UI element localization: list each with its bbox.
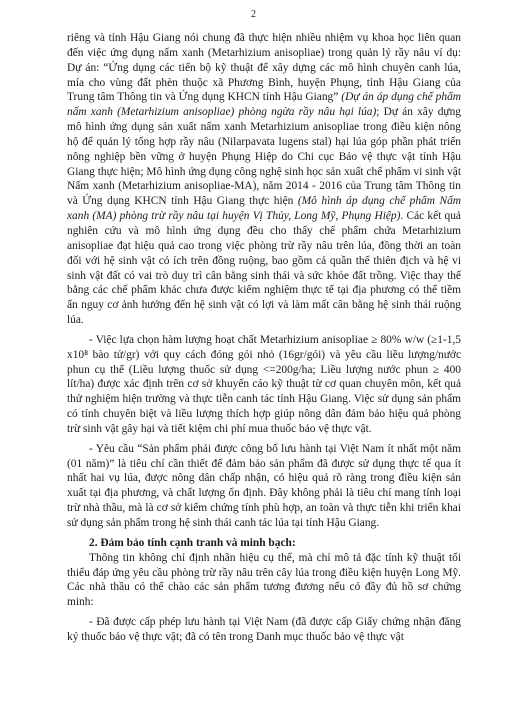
paragraph-license-list (67, 615, 461, 645)
document-body (67, 31, 461, 645)
text-run: Thông tin không chỉ định nhãn hiệu cụ thể, mà chỉ mô tả đặc tính kỹ thuật tối thiểu đáp ứng yêu cầu phòng trừ rầy nâu trên cây lúa trong điều kiện huyện Long Mỹ. Các nhà thầu có thể chào các sản phẩm tương đương nếu có đầy đủ hồ sơ chứng minh: (67, 551, 461, 609)
paragraph-active-ingredient (67, 333, 461, 437)
text-run: - Yêu cầu “Sản phẩm phải được công bố lưu hành tại Việt Nam ít nhất một năm (01 năm)” là tiêu chí cần thiết để đảm bảo sản phẩm đã được sử dụng thực tế qua ít nhất hai vụ lúa, được nông dân chấp nhận, có hiệu quả rõ ràng trong điều kiện sản xuất tại địa phương, và chất lượng ổn định. Đây không phải là tiêu chí mang tính loại trừ nhà thầu, mà là cơ sở kiểm chứng tính phù hợp, an toàn và thực tiễn khi triển khai sử dụng sản phẩm trong hệ sinh thái canh tác lúa tại tỉnh Hậu Giang. (67, 442, 461, 529)
text-run: (Dự án áp dụng chế phẩm nấm xanh (Metarhizium anisopliae) phòng ngừa rầy nâu hại lúa) (67, 91, 461, 119)
paragraph-research-projects (67, 31, 461, 328)
text-run: . Các kết quả nghiên cứu và mô hình ứng dụng đều cho thấy chế phẩm chứa Metarhizium anisopliae đạt hiệu quả cao trong việc phòng trừ rầy nâu trên lúa, đồng thời an toàn đối với hệ sinh vật có ích trên đồng ruộng, bao gồm cả quần thể thiên địch và hệ vi sinh vật đất có vai trò duy trì cân bằng sinh thái và sức khỏe đất trồng. Việc thay thế bằng các chế phẩm khác chưa được kiểm nghiệm thực tế tại địa phương có thể tiềm ẩn nguy cơ ảnh hưởng đến hệ sinh vật có lợi và làm mất cân bằng hệ sinh thái ruộng lúa. (67, 210, 461, 327)
text-run: - Đã được cấp phép lưu hành tại Việt Nam (đã được cấp Giấy chứng nhận đăng ký thuốc bảo vệ thực vật; đã có tên trong Danh mục thuốc bảo vệ thực vật (67, 616, 461, 643)
paragraph-technical-specs (67, 551, 461, 610)
text-run: (Mô hình áp dụng chế phẩm Nấm xanh (MA) phòng trừ rầy nâu tại huyện Vị Thủy, Long Mỹ, Phụng Hiệp) (67, 195, 462, 223)
page-number: 2 (251, 9, 256, 20)
section-heading-competition (67, 536, 461, 551)
text-run: - Việc lựa chọn hàm lượng hoạt chất Metarhizium anisopliae ≥ 80% w/w (≥1-1,5 x10⁸ bào tử/gr) với quy cách đóng gói nhỏ (16gr/gói) và yêu cầu liều lượng/nước phun cụ thể (Liều lượng thuốc sử dụng <=200g/ha; Liều lượng nước phun ≥ 400 lít/ha) được xác định trên cơ sở khuyến cáo kỹ thuật từ cơ quan chuyên môn, kết quả thử nghiệm hiện trường và thực tiễn canh tác tỉnh Hậu Giang. Việc sử dụng sản phẩm có tính chuyên biệt và liều lượng thích hợp giúp nông dân đảm bảo hiệu quả phòng trừ sinh vật gây hại và tiết kiệm chi phí mua thuốc bảo vệ thực vật. (67, 333, 461, 435)
text-run: 2. Đảm bảo tính cạnh tranh và minh bạch: (89, 536, 296, 549)
paragraph-registration-requirement (67, 442, 461, 531)
text-run: ; Dự án xây dựng mô hình ứng dụng sản xuất nấm xanh Metarhizium anisopliae trong điều kiện nông hộ để quản lý tổng hợp rầy nâu (Nilarpavata lugens stal) hại lúa góp phần phát triển nông nghiệp bền vững ở huyện Phụng Hiệp do Chi cục Bảo vệ thực vật tỉnh Hậu Giang thực hiện; Mô hình ứng dụng công nghệ sinh học sản xuất chế phẩm vi sinh vật Nấm xanh (Metarhizium anisopliae-MA), năm 2014 - 2016 của Trung tâm Thông tin và Ứng dụng KHCN tỉnh Hậu Giang thực hiện (67, 106, 461, 208)
text-run: riêng và tỉnh Hậu Giang nói chung đã thực hiện nhiều nhiệm vụ khoa học liên quan đến việc ứng dụng nấm xanh (Metarhizium anisopliae) trong quản lý rầy nâu ví dụ: Dự án: “Ứng dụng các tiến bộ kỹ thuật để xây dựng các mô hình chuyên canh lúa, mía cho vùng đất phèn thuộc xã Phương Bình, huyện Phụng, tỉnh Hậu Giang của Trung tâm Thông tin và Ứng dụng KHCN tỉnh Hậu Giang” (67, 32, 461, 104)
